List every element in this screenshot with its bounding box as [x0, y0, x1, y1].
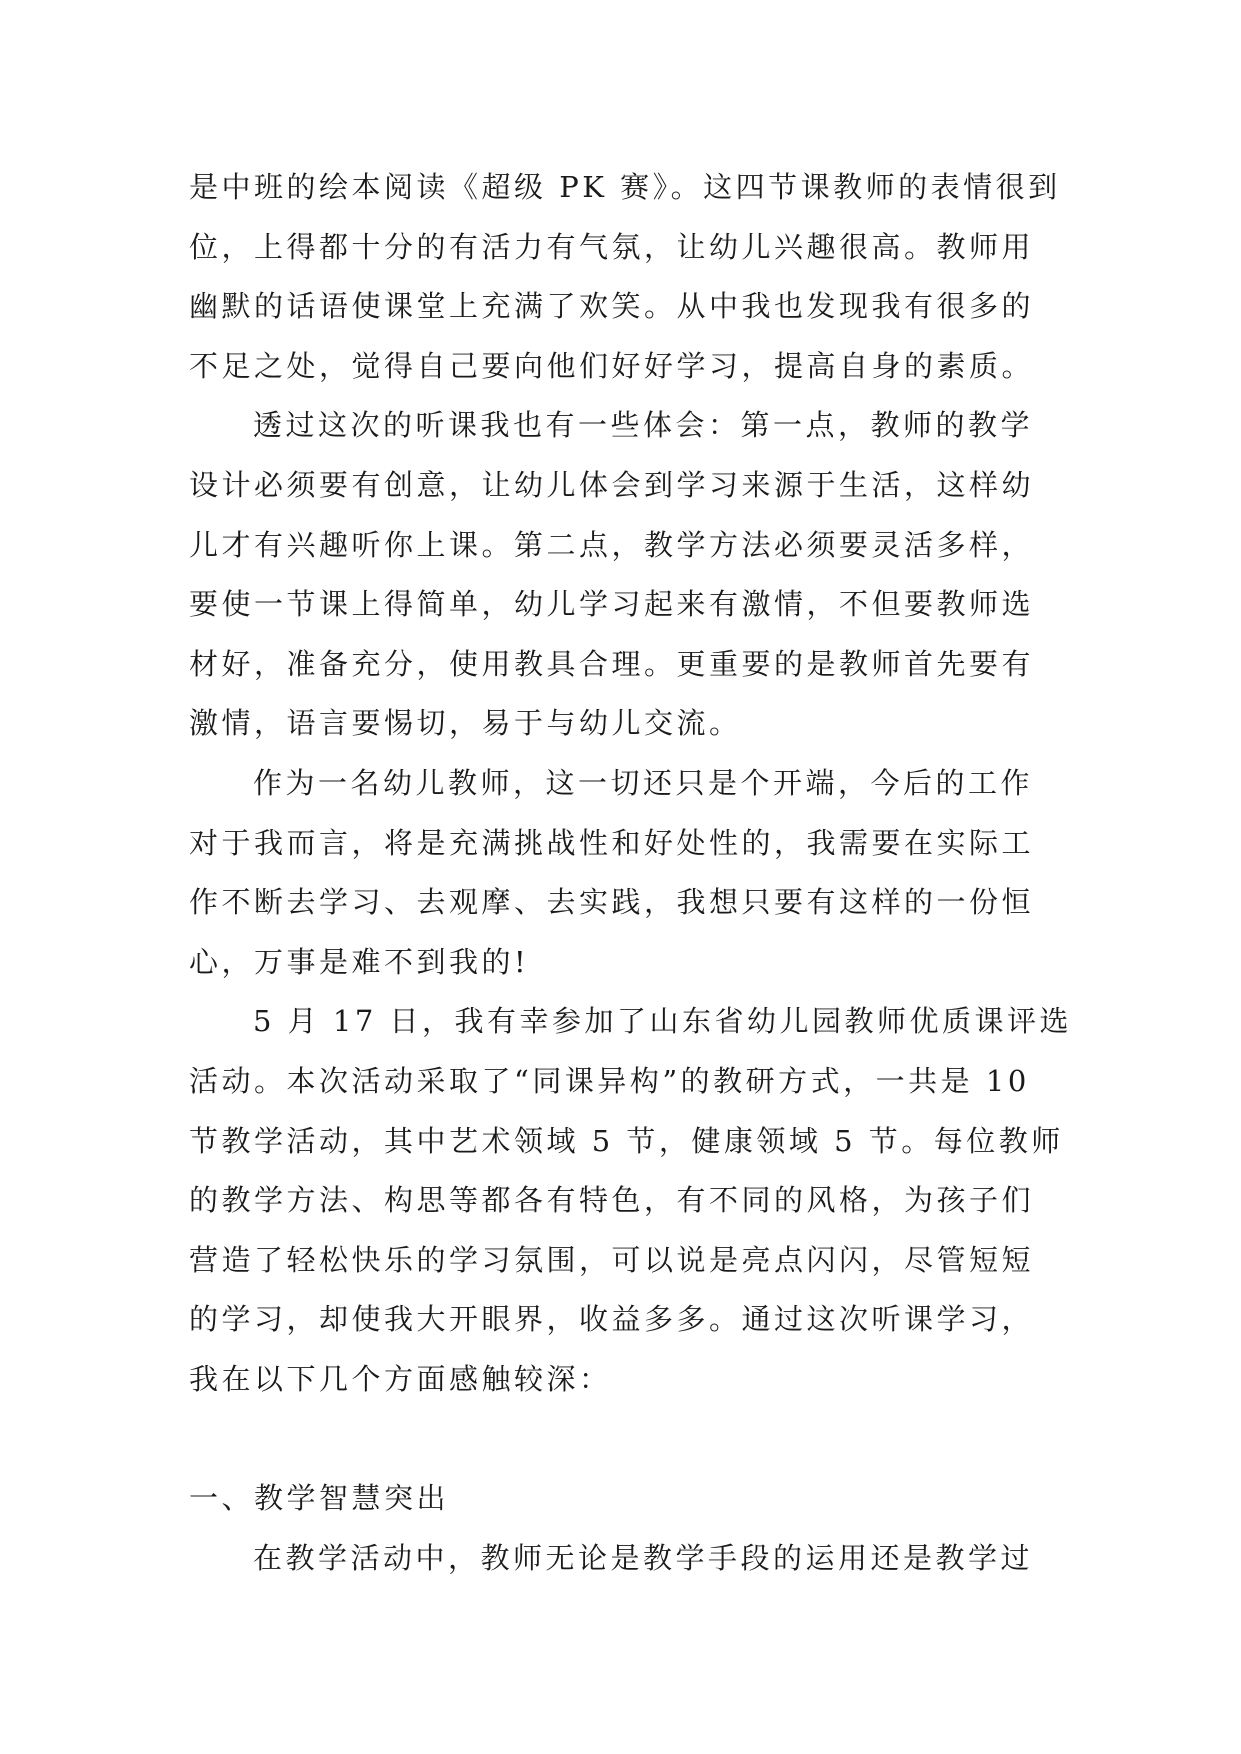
document-body [189, 158, 1073, 1588]
text-line: 是中班的绘本阅读《超级 PK 赛》。这四节课教师的表情很到 [189, 170, 1061, 204]
text-line: 作不断去学习、去观摩、去实践，我想只要有这样的一份恒 [189, 885, 1035, 920]
text-line: 5 月 17 日，我有幸参加了山东省幼儿园教师优质课评选 [253, 1004, 1073, 1039]
text-line: 对于我而言，将是充满挑战性和好处性的，我需要在实际工 [189, 825, 1035, 860]
text-line: 激情，语言要惕切，易于与幼儿交流。 [189, 706, 742, 741]
text-line: 在教学活动中，教师无论是教学手段的运用还是教学过 [253, 1540, 1034, 1575]
section-heading: 一、教学智慧突出 [189, 1481, 450, 1516]
text-line: 我在以下几个方面感触较深： [189, 1361, 612, 1396]
text-line: 营造了轻松快乐的学习氛围，可以说是亮点闪闪，尽管短短 [189, 1242, 1035, 1277]
text-line: 透过这次的听课我也有一些体会：第一点，教师的教学 [253, 408, 1034, 443]
text-line: 设计必须要有创意，让幼儿体会到学习来源于生活，这样幼 [189, 467, 1035, 502]
text-line: 作为一名幼儿教师，这一切还只是个开端，今后的工作 [253, 765, 1034, 800]
text-line: 儿才有兴趣听你上课。第二点，教学方法必须要灵活多样， [189, 527, 1035, 562]
paragraph-gap [189, 1409, 1059, 1469]
text-line: 要使一节课上得简单，幼儿学习起来有激情，不但要教师选 [189, 587, 1035, 622]
text-line: 的学习，却使我大开眼界，收益多多。通过这次听课学习， [189, 1302, 1035, 1337]
text-line: 节教学活动，其中艺术领域 5 节，健康领域 5 节。每位教师 [189, 1123, 1064, 1158]
text-line: 不足之处，觉得自己要向他们好好学习，提高自身的素质。 [189, 348, 1035, 383]
text-line: 位，上得都十分的有活力有气氛，让幼儿兴趣很高。教师用 [189, 229, 1035, 264]
text-line: 材好，准备充分，使用教具合理。更重要的是教师首先要有 [189, 646, 1035, 681]
text-line: 心，万事是难不到我的! [189, 944, 530, 979]
text-line: 的教学方法、构思等都各有特色，有不同的风格，为孩子们 [189, 1183, 1035, 1218]
text-line: 幽默的话语使课堂上充满了欢笑。从中我也发现我有很多的 [189, 289, 1035, 324]
text-line: 活动。本次活动采取了“同课异构”的教研方式，一共是 10 [189, 1063, 1030, 1098]
